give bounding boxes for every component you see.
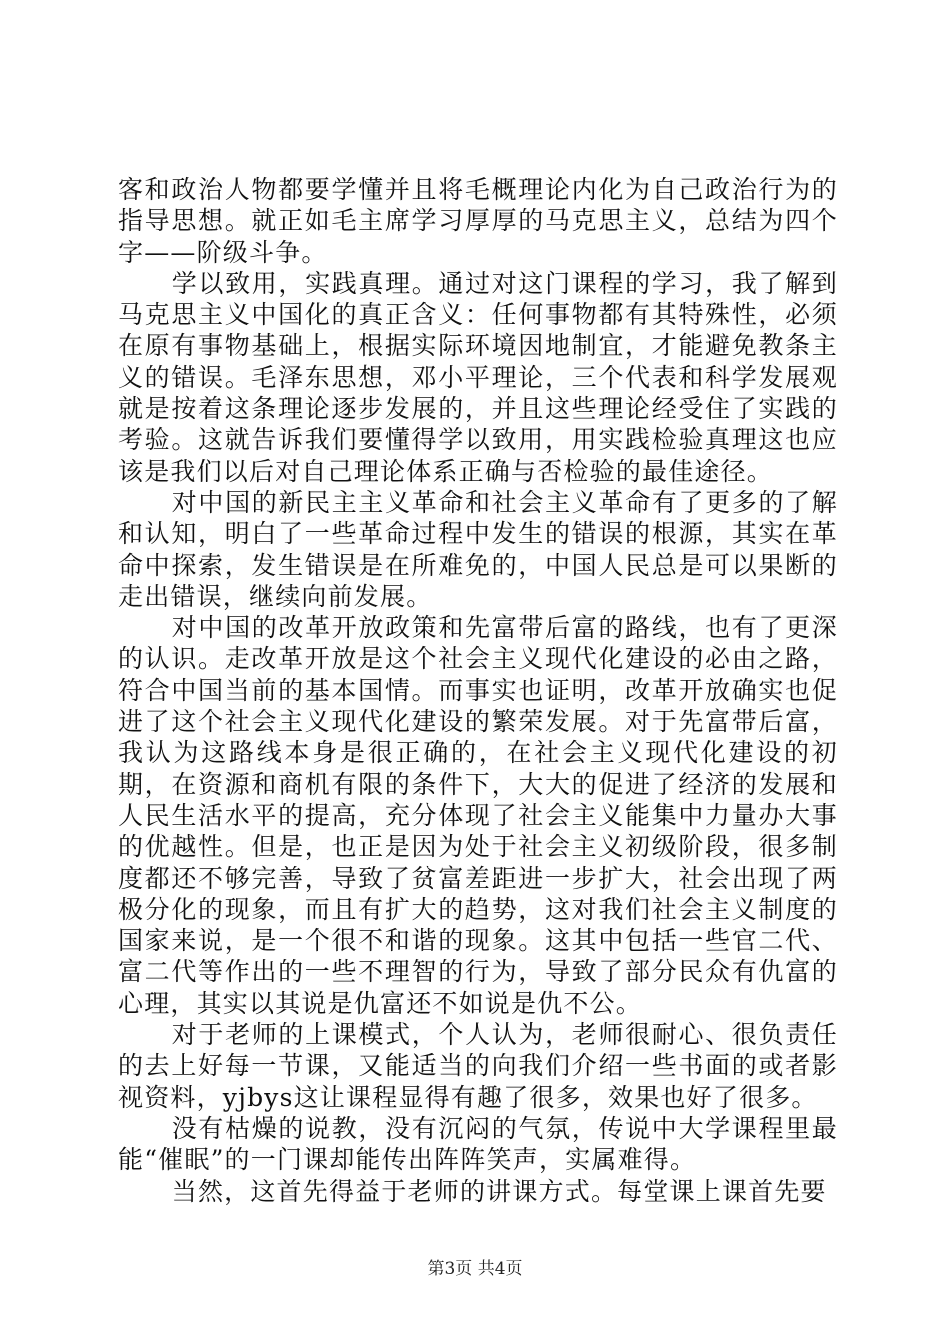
paragraph: 学以致用，实践真理。通过对这门课程的学习，我了解到马克思主义中国化的真正含义：任何事物都有其特殊性，必须在原有事物基础上，根据实际环境因地制宜，才能避免教条主义的错误。毛泽东思想，邓小平理论，三个代表和科学发展观就是按着这条理论逐步发展的，并且这些理论经受住了实践的考验。这就告诉我们要懂得学以致用，用实践检验真理这也应该是我们以后对自己理论体系正确与否检验的最佳途径。	[118, 268, 838, 486]
paragraph: 没有枯燥的说教，没有沉闷的气氛，传说中大学课程里最能“催眠”的一门课却能传出阵阵笑声，实属难得。	[118, 1113, 838, 1175]
paragraph: 对于老师的上课模式，个人认为，老师很耐心、很负责任的去上好每一节课，又能适当的向我们介绍一些书面的或者影视资料，yjbys这让课程显得有趣了很多，效果也好了很多。	[118, 1020, 838, 1112]
page-footer	[0, 1258, 950, 1280]
page-number: 第3页	[427, 1259, 473, 1279]
paragraph-continued: 客和政治人物都要学懂并且将毛概理论内化为自己政治行为的指导思想。就正如毛主席学习厚厚的马克思主义，总结为四个字——阶级斗争。	[118, 175, 838, 267]
page-total: 共4页	[477, 1259, 523, 1279]
paragraph: 对中国的新民主主义革命和社会主义革命有了更多的了解和认知，明白了一些革命过程中发生的错误的根源，其实在革命中探索，发生错误是在所难免的，中国人民总是可以果断的走出错误，继续向前发展。	[118, 487, 838, 611]
document-body	[118, 174, 838, 1207]
paragraph: 对中国的改革开放政策和先富带后富的路线，也有了更深的认识。走改革开放是这个社会主义现代化建设的必由之路，符合中国当前的基本国情。而事实也证明，改革开放确实也促进了这个社会主义现代化建设的繁荣发展。对于先富带后富，我认为这路线本身是很正确的，在社会主义现代化建设的初期，在资源和商机有限的条件下，大大的促进了经济的发展和人民生活水平的提高，充分体现了社会主义能集中力量办大事的优越性。但是，也正是因为处于社会主义初级阶段，很多制度都还不够完善，导致了贫富差距进一步扩大，社会出现了两极分化的现象，而且有扩大的趋势，这对我们社会主义制度的国家来说，是一个很不和谐的现象。这其中包括一些官二代、富二代等作出的一些不理智的行为，导致了部分民众有仇富的心理，其实以其说是仇富还不如说是仇不公。	[118, 613, 838, 1018]
paragraph: 当然，这首先得益于老师的讲课方式。每堂课上课首先要	[171, 1176, 827, 1206]
